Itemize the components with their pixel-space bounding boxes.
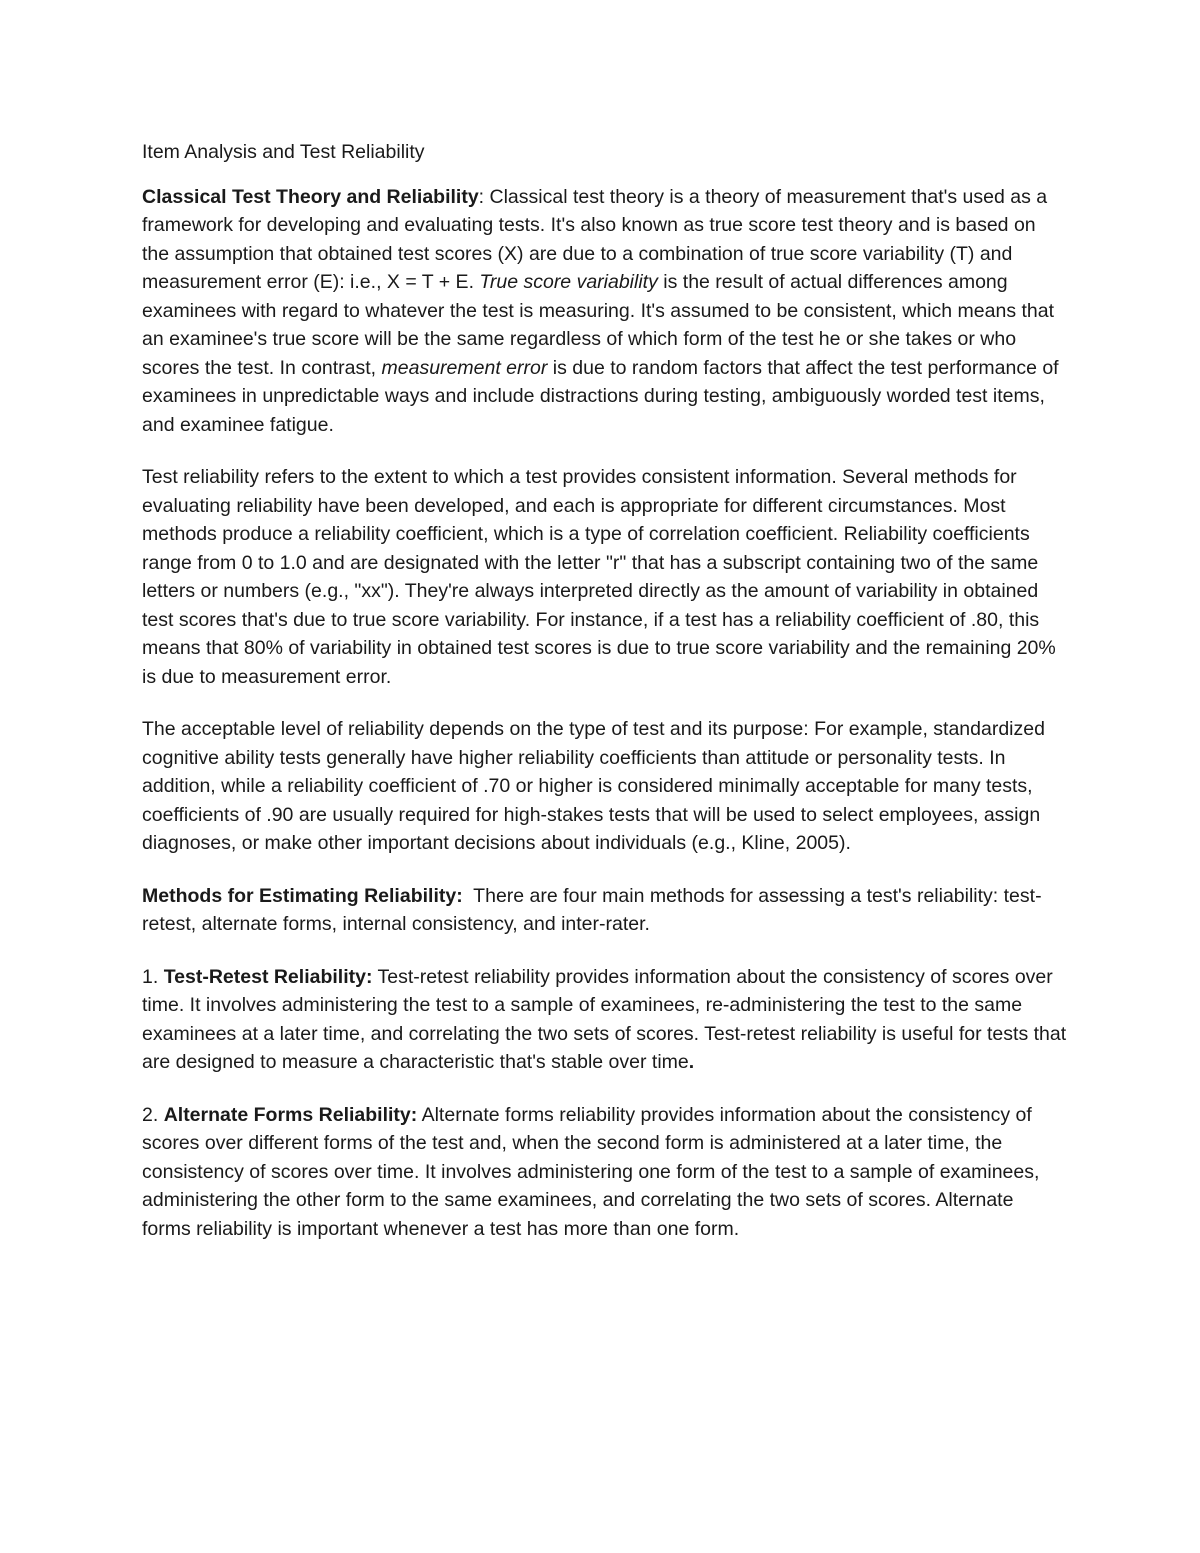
term-measurement-error: measurement error bbox=[381, 356, 548, 379]
paragraph-classical-test-theory bbox=[142, 183, 1067, 440]
paragraph-text: : Classical test theory is a theory of measurement that's used as a framework for developing and evaluating tests. It's also known as true score test theory and is based on the assumption that obtained test scores (X) are due to a combination of true score variability (T) and measurement error (E): i.e., X = T + E. bbox=[142, 185, 1048, 293]
heading-alternate-forms: Alternate Forms Reliability: bbox=[163, 1103, 418, 1126]
term-true-score-variability: True score variability bbox=[479, 271, 658, 293]
paragraph-test-retest bbox=[142, 963, 1067, 1077]
list-number: 2. bbox=[142, 1103, 164, 1126]
paragraph-text: is the result of actual differences among examinees with regard to whatever the test is measuring. It's assumed to be consistent, which means that an examinee's true score will be the same regardless of which form of the test he or she takes or who scores the test. In contrast, bbox=[142, 271, 1055, 379]
paragraph-text: is due to random factors that affect the test performance of examinees in unpredictable ways and include distractions during testing, ambiguously worded test items, and examinee fatigue. bbox=[142, 356, 1059, 436]
document-title: Item Analysis and Test Reliability bbox=[142, 141, 425, 163]
paragraph-methods bbox=[142, 882, 1067, 939]
list-number: 1. bbox=[142, 965, 164, 988]
heading-classical-test-theory: Classical Test Theory and Reliability bbox=[142, 185, 479, 208]
document-page bbox=[142, 138, 1067, 1267]
heading-test-retest: Test-Retest Reliability: bbox=[163, 965, 373, 988]
paragraph-test-reliability: Test reliability refers to the extent to which a test provides consistent information. Several methods for evaluating reliability have been developed, and each is appropriate for different circumstances. Most methods produce a reliability coefficient, which is a type of correlation coefficient. Reliability coefficients range from 0 to 1.0 and are designated with the letter "r" that has a subscript containing two of the same letters or numbers (e.g., "xx"). They're always interpreted directly as the amount of variability in obtained test scores that's due to true score variability. For instance, if a test has a reliability coefficient of .80, this means that 80% of variability in obtained test scores is due to true score variability and the remaining 20% is due to measurement error. bbox=[142, 466, 1056, 688]
paragraph-text: Alternate forms reliability provides information about the consistency of scores over different forms of the test and, when the second form is administered at a later time, the consistency of scores over time. It involves administering one form of the test to a sample of examinees, administering the other form to the same examinees, and correlating the two sets of scores. Alternate forms reliability is important whenever a test has more than one form. bbox=[142, 1103, 1040, 1240]
paragraph-text: There are four main methods for assessing a test's reliability: test-retest, alternate forms, internal consistency, and inter-rater. bbox=[142, 884, 1042, 935]
paragraph-acceptable-level: The acceptable level of reliability depends on the type of test and its purpose: For example, standardized cognitive ability tests generally have higher reliability coefficients than attitude or personality tests. In addition, while a reliability coefficient of .70 or higher is considered minimally acceptable for many tests, coefficients of .90 are usually required for high-stakes tests that will be used to select employees, assign diagnoses, or make other important decisions about individuals (e.g., Kline, 2005). bbox=[142, 718, 1045, 854]
paragraph-end-period: . bbox=[688, 1051, 695, 1073]
paragraph-text: Test-retest reliability provides information about the consistency of scores over time. It involves administering the test to a sample of examinees, re-administering the test to the same examinees at a later time, and correlating the two sets of scores. Test-retest reliability is useful for tests that are designed to measure a characteristic that's stable over time bbox=[142, 965, 1067, 1073]
paragraph-alternate-forms bbox=[142, 1101, 1067, 1244]
heading-methods-for-estimating: Methods for Estimating Reliability: bbox=[142, 884, 463, 907]
